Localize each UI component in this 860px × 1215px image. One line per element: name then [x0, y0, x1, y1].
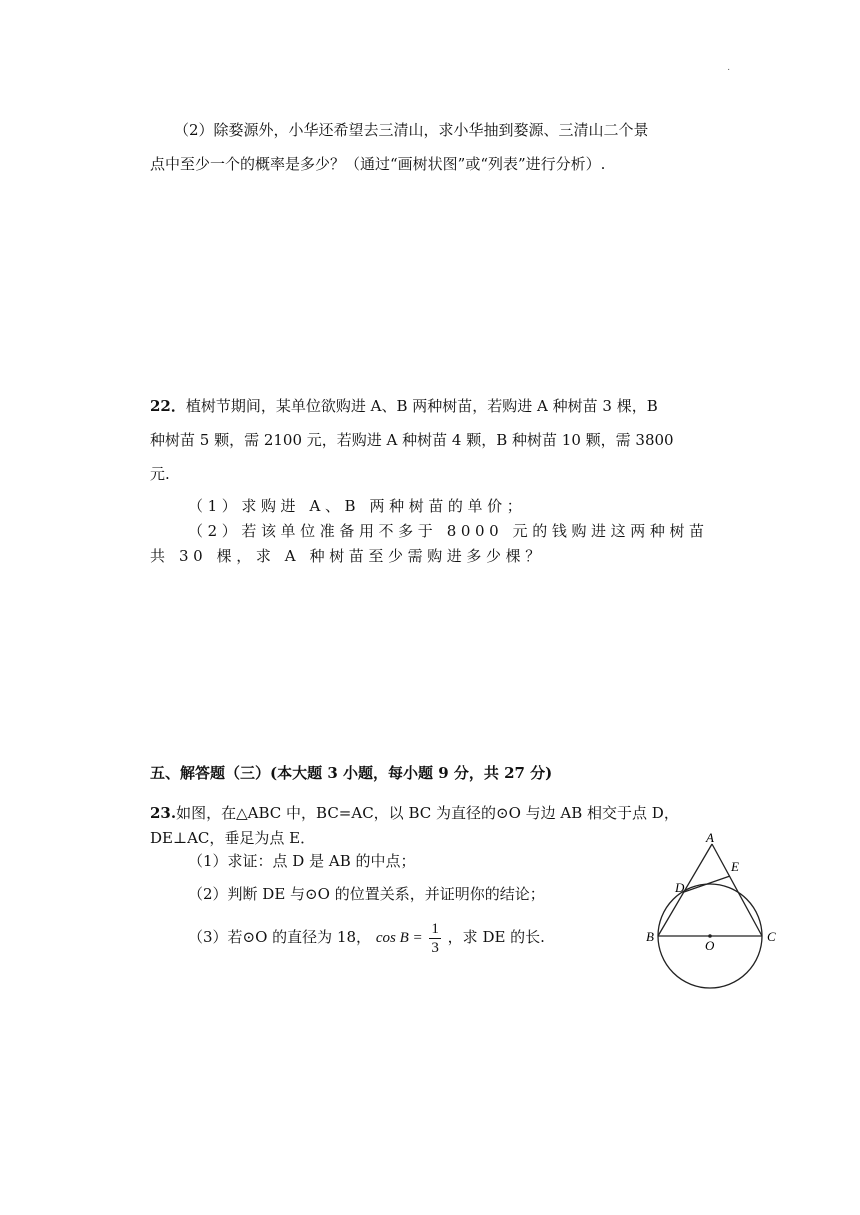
q21-part2-line2: 点中至少一个的概率是多少？（通过“画树状图”或“列表”进行分析）. [150, 155, 606, 173]
q23-sub3-cos: cos B = [375, 930, 423, 946]
q22-line1-text: 植树节期间，某单位欲购进 A、B 两种树苗，若购进 A 种树苗 3 棵，B [185, 397, 658, 415]
q23-sub1: （1）求证：点 D 是 AB 的中点； [188, 852, 416, 870]
label-e: E [731, 859, 739, 874]
q22-sub2-line1: （2）若该单位准备用不多于 8000 元的钱购进这两种树苗 [188, 522, 709, 540]
q22-sub1: （1）求购进 A、B 两种树苗的单价； [188, 497, 527, 515]
fraction-numerator: 1 [431, 920, 439, 937]
q22-line2: 种树苗 5 颗，需 2100 元，若购进 A 种树苗 4 颗，B 种树苗 10 颗，需 3800 [150, 431, 674, 449]
label-a: A [706, 830, 714, 845]
label-b: B [646, 929, 654, 944]
q23-sub3-post: ，求 DE 的长. [447, 928, 545, 946]
geometry-figure [640, 826, 790, 991]
segment-ab [658, 844, 712, 936]
segment-ac [712, 844, 762, 936]
label-o: O [705, 938, 715, 953]
section5-title: 五、解答题（三）(本大题 3 小题，每小题 9 分，共 27 分) [150, 764, 553, 782]
label-c: C [767, 929, 776, 944]
q23-number: 23. [150, 804, 177, 822]
page-mark: · [727, 64, 731, 75]
label-d: D [675, 880, 685, 895]
fraction-denominator: 3 [431, 939, 439, 956]
q22-line3: 元. [150, 465, 170, 483]
q23-sub3-fraction [429, 920, 441, 957]
q22-line1 [150, 396, 658, 416]
segment-de [684, 876, 730, 892]
q23-sub2: （2）判断 DE 与⊙O 的位置关系，并证明你的结论； [188, 885, 545, 903]
q23-sub3-pre: （3）若⊙O 的直径为 18， [188, 928, 372, 946]
q22-number: 22． [150, 397, 186, 415]
q23-line2: DE⊥AC，垂足为点 E． [150, 829, 316, 847]
q23-line1-text: 如图，在△ABC 中，BC=AC，以 BC 为直径的⊙O 与边 AB 相交于点 D， [176, 804, 679, 822]
q21-part2-line1: （2）除婺源外，小华还希望去三清山，求小华抽到婺源、三清山二个景 [174, 121, 649, 139]
q23-sub3 [188, 917, 545, 958]
q22-sub2-line2: 共 30 棵，求 A 种树苗至少需购进多少棵？ [150, 547, 545, 565]
q23-line1 [150, 803, 679, 823]
